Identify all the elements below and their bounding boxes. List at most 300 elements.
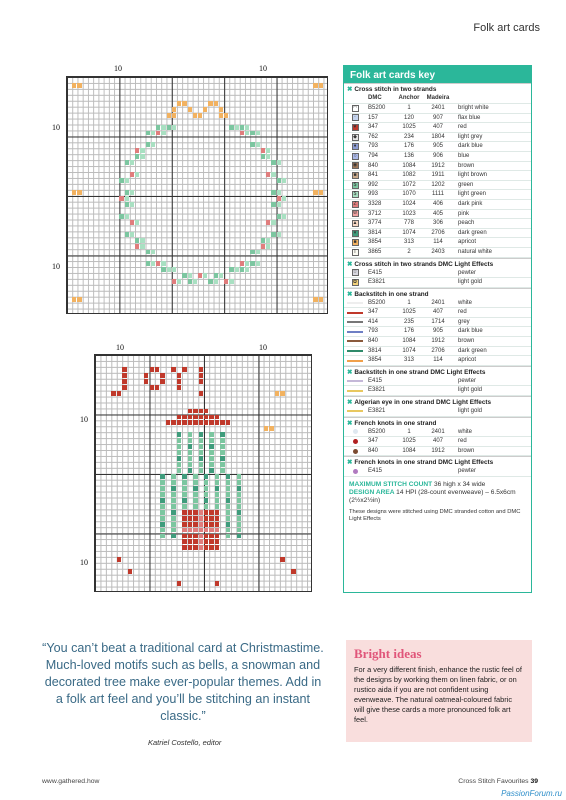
stitch-cell <box>237 534 241 539</box>
key-section-backstitch-light: ✖ Backstitch in one strand DMC Light Effects <box>344 366 531 377</box>
stitch-cell <box>160 522 164 527</box>
stitch-cell <box>261 154 265 159</box>
stitch-cell <box>160 486 164 491</box>
stitch-cell <box>172 107 176 112</box>
thread-madeira: 405 <box>432 210 443 217</box>
stitch-cell <box>72 83 76 88</box>
stitch-cell <box>171 534 175 539</box>
key-row <box>344 447 531 457</box>
thread-anchor: 1072 <box>402 181 416 188</box>
stitch-cell <box>204 522 208 527</box>
key-row <box>344 337 531 347</box>
cross-mark-icon: ✖ <box>347 368 353 376</box>
stitch-cell <box>199 534 203 539</box>
stitch-cell <box>209 415 213 420</box>
stitch-cell <box>188 107 192 112</box>
stitch-cell <box>237 516 241 521</box>
stitch-cell <box>171 474 175 479</box>
stitch-cell <box>177 581 181 586</box>
swatch-cell <box>344 238 366 247</box>
stitch-cell <box>199 367 203 372</box>
stitch-cell <box>271 172 275 177</box>
stitch-cell <box>125 190 129 195</box>
watermark: PassionForum.ru <box>501 789 562 798</box>
stitch-cell <box>261 148 265 153</box>
stitch-cell <box>199 450 203 455</box>
stitch-cell <box>199 528 203 533</box>
stitch-cell <box>193 516 197 521</box>
stitch-cell <box>240 261 244 266</box>
key-section-backstitch: ✖ Backstitch in one strand <box>344 288 531 299</box>
stitch-cell <box>209 450 213 455</box>
stitch-cell <box>266 220 270 225</box>
thread-colour-name: brown <box>458 447 475 454</box>
bright-ideas-body: For a very different finish, enhance the rustic feel of the designs by working them on linen fabric, or on rustico aida if you are not confident using evenweave. The natural oatmeal-coloured fabric will give these cards a more pronounced folk art feel. <box>354 665 522 724</box>
stitch-cell <box>130 232 134 237</box>
stitch-cell <box>177 456 181 461</box>
stitch-cell <box>271 232 275 237</box>
stitch-cell <box>280 557 284 562</box>
stitch-cell <box>204 545 208 550</box>
thread-anchor: 176 <box>403 328 414 335</box>
stitch-cell <box>188 415 192 420</box>
stitch-cell <box>204 409 208 414</box>
col-madeira: Madeira <box>426 95 450 101</box>
key-section-french: ✖ French knots in one strand <box>344 417 531 428</box>
thread-colour-name: light gold <box>458 408 483 415</box>
stitch-cell <box>125 202 129 207</box>
stitch-cell <box>204 492 208 497</box>
stitch-cell <box>119 214 123 219</box>
stitch-cell <box>271 220 275 225</box>
stitch-cell <box>125 160 129 165</box>
stitch-cell <box>77 190 81 195</box>
stitch-cell <box>182 420 186 425</box>
stitch-cell <box>319 190 323 195</box>
stitch-cell <box>193 474 197 479</box>
thread-madeira: 1912 <box>431 338 445 345</box>
stitch-cell <box>188 420 192 425</box>
stitch-cell <box>144 373 148 378</box>
stitch-cell <box>256 250 260 255</box>
stitch-cell <box>237 528 241 533</box>
stitch-cell <box>203 273 207 278</box>
thread-dmc: 347 <box>368 438 379 445</box>
stitch-cell <box>182 486 186 491</box>
thread-dmc: B5200 <box>368 105 386 111</box>
stitch-cell <box>135 220 139 225</box>
key-row <box>344 437 531 447</box>
swatch-cell <box>344 104 366 113</box>
thread-anchor <box>394 467 424 476</box>
thread-anchor <box>394 278 424 287</box>
stitch-cell <box>277 232 281 237</box>
stitch-cell <box>177 450 181 455</box>
stitch-cell <box>237 504 241 509</box>
thread-dmc: 3854 <box>368 357 382 364</box>
stitch-cell <box>193 492 197 497</box>
stitch-cell <box>282 214 286 219</box>
stitch-cell <box>220 420 224 425</box>
stitch-cell <box>177 444 181 449</box>
stitch-cell <box>128 569 132 574</box>
thread-dmc: E3821 <box>368 387 386 394</box>
stitch-cell <box>215 510 219 515</box>
stitch-cell <box>215 498 219 503</box>
thread-anchor: 1025 <box>402 438 416 445</box>
swatch-cell <box>344 162 366 171</box>
stitch-cell <box>140 148 144 153</box>
stitch-cell <box>203 107 207 112</box>
stitch-cell <box>193 420 197 425</box>
thread-madeira: 2403 <box>431 248 445 255</box>
thread-symbol-icon: ☆ <box>352 269 358 276</box>
thread-colour-name: bright white <box>458 105 489 111</box>
stitch-cell <box>182 480 186 485</box>
thread-dmc: 840 <box>368 447 379 454</box>
stitch-cell <box>313 190 317 195</box>
stitch-cell <box>245 267 249 272</box>
thread-dmc: 840 <box>368 338 379 345</box>
stitch-cell <box>240 125 244 130</box>
stitch-cell <box>266 238 270 243</box>
stitch-cell <box>177 420 181 425</box>
thread-madeira: 905 <box>432 328 443 335</box>
stitch-cell <box>226 492 230 497</box>
stitch-cell <box>277 196 281 201</box>
stitch-cell <box>220 468 224 473</box>
stitch-cell <box>125 178 129 183</box>
stitch-cell <box>261 238 265 243</box>
stitch-cell <box>277 202 281 207</box>
thread-colour-name: dark green <box>458 229 487 236</box>
stitch-cell <box>204 528 208 533</box>
thread-symbol-icon: ▾ <box>352 230 359 237</box>
noel-chart <box>66 76 328 314</box>
stitch-cell <box>177 385 181 390</box>
thread-madeira: 906 <box>432 152 443 159</box>
chart2-top-tick-left: 10 <box>116 343 124 352</box>
stitch-cell <box>271 202 275 207</box>
thread-dmc: 3712 <box>368 210 382 217</box>
thread-colour-name: dark pink <box>458 200 483 207</box>
stitch-cell <box>188 534 192 539</box>
stitch-cell <box>199 522 203 527</box>
stitch-cell <box>177 438 181 443</box>
stitch-cell <box>72 190 76 195</box>
thread-colour-name: pewter <box>458 269 477 276</box>
page-number: 39 <box>530 778 538 785</box>
key-row <box>344 428 531 438</box>
backstitch-line-icon <box>347 390 363 392</box>
stitch-cell <box>208 101 212 106</box>
stitch-cell <box>215 539 219 544</box>
swatch-cell <box>344 133 366 142</box>
stitch-cell <box>209 516 213 521</box>
thread-dmc: E3821 <box>368 408 386 415</box>
thread-dmc: E415 <box>368 377 383 384</box>
thread-symbol-icon: ◠ <box>352 104 358 111</box>
stitch-cell <box>266 172 270 177</box>
stitch-cell <box>130 190 134 195</box>
stitch-cell <box>160 379 164 384</box>
thread-dmc: 992 <box>368 181 379 188</box>
thread-colour-name: light brown <box>458 172 488 179</box>
stitch-cell <box>122 385 126 390</box>
thread-colour-name: green <box>458 181 474 188</box>
thread-symbol-icon: Z <box>353 200 357 207</box>
stitch-cell <box>237 486 241 491</box>
stitch-cell <box>237 522 241 527</box>
stitch-cell <box>215 415 219 420</box>
stitch-cell <box>264 426 268 431</box>
stitch-cell <box>193 510 197 515</box>
stitch-cell <box>229 125 233 130</box>
thread-symbol-icon: ♦ <box>352 143 359 150</box>
thread-dmc: 793 <box>368 143 379 150</box>
stitch-cell <box>256 261 260 266</box>
stitch-cell <box>172 113 176 118</box>
thread-dmc: 840 <box>368 162 379 169</box>
key-row <box>344 377 531 387</box>
thread-madeira: 406 <box>432 200 443 207</box>
key-row <box>344 123 531 133</box>
stitch-cell <box>199 456 203 461</box>
thread-colour-name: white <box>458 428 473 435</box>
backstitch-line-icon <box>347 340 363 342</box>
thread-anchor: 1 <box>407 105 411 111</box>
key-row <box>344 152 531 162</box>
key-row <box>344 269 531 279</box>
stitch-cell <box>204 486 208 491</box>
thread-madeira: 407 <box>432 438 443 445</box>
thread-colour-name: natural white <box>458 248 493 255</box>
stitch-cell <box>177 101 181 106</box>
stitch-cell <box>282 178 286 183</box>
thread-anchor: 313 <box>403 357 414 364</box>
swatch-cell <box>344 152 366 161</box>
thread-anchor: 1 <box>407 299 411 306</box>
swatch-cell <box>344 123 366 132</box>
key-row <box>344 190 531 200</box>
algerian-rows <box>344 407 531 417</box>
stitch-cell <box>199 415 203 420</box>
thread-colour-name: pink <box>458 210 470 217</box>
stitch-cell <box>188 456 192 461</box>
stitch-cell <box>177 279 181 284</box>
thread-anchor: 234 <box>403 133 414 140</box>
thread-colour-name: red <box>458 309 467 316</box>
cross-mark-icon: ✖ <box>347 419 353 427</box>
stitch-cell <box>215 492 219 497</box>
stitch-cell <box>125 214 129 219</box>
thread-symbol-icon: ▲ <box>352 219 358 226</box>
thread-dmc: E3821 <box>368 279 386 286</box>
stitch-cell <box>188 273 192 278</box>
swatch-cell <box>344 467 366 476</box>
swatch-cell <box>344 181 366 190</box>
stitch-cell <box>275 391 279 396</box>
stitch-cell <box>150 385 154 390</box>
key-row <box>344 278 531 288</box>
stitch-count: MAXIMUM STITCH COUNT 36 high x 34 wide DESIGN AREA 14 HPI (28-count evenweave) – 6.5x6cm (2½x2½in) <box>349 481 516 504</box>
thread-symbol-icon: ◉ <box>352 162 358 169</box>
stitch-cell <box>199 444 203 449</box>
thread-colour-name: dark blue <box>458 143 483 150</box>
quote-author: Katriel Costello, editor <box>148 738 222 747</box>
stitch-cell <box>171 486 175 491</box>
stitch-cell <box>160 492 164 497</box>
thread-anchor: 1074 <box>402 347 416 354</box>
stitch-cell <box>280 391 284 396</box>
thread-dmc: 3865 <box>368 248 382 255</box>
stitch-cell <box>277 160 281 165</box>
stitch-cell <box>204 504 208 509</box>
thread-anchor: 1025 <box>402 124 416 131</box>
stitch-cell <box>282 196 286 201</box>
stitch-cell <box>130 220 134 225</box>
thread-madeira: 407 <box>432 309 443 316</box>
swatch-cell <box>344 377 366 386</box>
swatch-cell <box>344 318 366 327</box>
stitch-cell <box>117 391 121 396</box>
col-dmc: DMC <box>368 95 382 101</box>
key-column-header <box>344 94 531 104</box>
stitch-cell <box>313 297 317 302</box>
thread-anchor: 2 <box>407 248 411 255</box>
stitch-cell <box>215 486 219 491</box>
stitch-cell <box>250 131 254 136</box>
stitch-cell <box>198 273 202 278</box>
thread-dmc: B5200 <box>368 428 386 435</box>
stitch-cell <box>215 420 219 425</box>
stitch-cell <box>215 528 219 533</box>
thread-dmc: 841 <box>368 172 379 179</box>
stitch-cell <box>193 279 197 284</box>
stitch-cell <box>209 534 213 539</box>
stitch-cell <box>171 522 175 527</box>
thread-symbol-icon: ◆ <box>353 133 357 140</box>
stitch-cell <box>226 498 230 503</box>
key-section-cross-two: ✖ Cross stitch in two strands <box>344 83 531 94</box>
stitch-cell <box>220 444 224 449</box>
key-row <box>344 347 531 357</box>
col-anchor: Anchor <box>398 95 420 101</box>
thread-colour-name: dark blue <box>458 328 483 335</box>
stitch-cell <box>161 261 165 266</box>
stitch-cell <box>125 196 129 201</box>
stitch-cell <box>122 367 126 372</box>
stitch-cell <box>229 279 233 284</box>
key-row <box>344 229 531 239</box>
thread-anchor: 1070 <box>402 191 416 198</box>
key-row <box>344 386 531 396</box>
thread-madeira <box>424 278 452 287</box>
thread-colour-name: light gold <box>458 279 483 286</box>
stitch-cell <box>135 154 139 159</box>
stitch-cell <box>177 373 181 378</box>
stitch-cell <box>188 450 192 455</box>
french-knot-icon <box>353 439 358 444</box>
thread-symbol-icon: · <box>352 114 359 121</box>
stitch-cell <box>188 468 192 473</box>
stitch-cell <box>156 261 160 266</box>
french-knot-icon <box>353 429 358 434</box>
stitch-cell <box>193 522 197 527</box>
thread-madeira: 1912 <box>431 162 445 169</box>
stitch-cell <box>155 385 159 390</box>
stitch-cell <box>193 498 197 503</box>
thread-dmc: 3328 <box>368 200 382 207</box>
thread-madeira <box>424 407 452 416</box>
stitch-cell <box>171 504 175 509</box>
stitch-cell <box>171 367 175 372</box>
swatch-cell <box>344 142 366 151</box>
stitch-cell <box>245 125 249 130</box>
stitch-cell <box>204 415 208 420</box>
swatch-cell <box>344 299 366 308</box>
stitch-cell <box>209 510 213 515</box>
stitch-cell <box>151 261 155 266</box>
stitch-cell <box>182 273 186 278</box>
chart1-top-tick-left: 10 <box>114 64 122 73</box>
stitch-cell <box>245 131 249 136</box>
stitch-cell <box>209 432 213 437</box>
cross-mark-icon: ✖ <box>347 260 353 268</box>
stitch-cell <box>266 244 270 249</box>
thread-dmc: 414 <box>368 318 379 325</box>
key-row <box>344 210 531 220</box>
stitch-cell <box>226 474 230 479</box>
stitch-cell <box>188 279 192 284</box>
thread-madeira: 407 <box>432 124 443 131</box>
thread-anchor: 176 <box>403 143 414 150</box>
swatch-cell <box>344 356 366 365</box>
stitch-cell <box>224 279 228 284</box>
backstitch-line-icon <box>347 312 363 314</box>
swatch-cell <box>344 200 366 209</box>
stitch-cell <box>319 83 323 88</box>
stitch-cell <box>204 474 208 479</box>
stitch-cell <box>188 432 192 437</box>
thread-colour-name: flax blue <box>458 114 481 121</box>
back-rows <box>344 299 531 366</box>
stitch-cell <box>277 190 281 195</box>
thread-madeira: 1714 <box>431 318 445 325</box>
thread-anchor: 1 <box>407 428 411 435</box>
chart2-left-tick-top: 10 <box>80 415 88 424</box>
swatch-cell <box>344 248 366 257</box>
thread-madeira: 2706 <box>431 229 445 236</box>
stitch-cell <box>226 510 230 515</box>
bright-ideas-box <box>346 640 532 742</box>
stitch-cell <box>172 125 176 130</box>
stitch-cell <box>182 510 186 515</box>
cross-mark-icon: ✖ <box>347 290 353 298</box>
thread-colour-name: pewter <box>458 468 477 475</box>
thread-anchor: 136 <box>403 152 414 159</box>
stitch-cell <box>146 261 150 266</box>
stitch-cell <box>182 367 186 372</box>
thread-symbol-icon: ■ <box>353 171 357 178</box>
thread-colour-name: white <box>458 299 473 306</box>
thread-madeira: 2706 <box>431 347 445 354</box>
stitch-cell <box>188 539 192 544</box>
stitch-cell <box>188 522 192 527</box>
stitch-cell <box>250 250 254 255</box>
thread-dmc: 793 <box>368 328 379 335</box>
stitch-cell <box>204 516 208 521</box>
